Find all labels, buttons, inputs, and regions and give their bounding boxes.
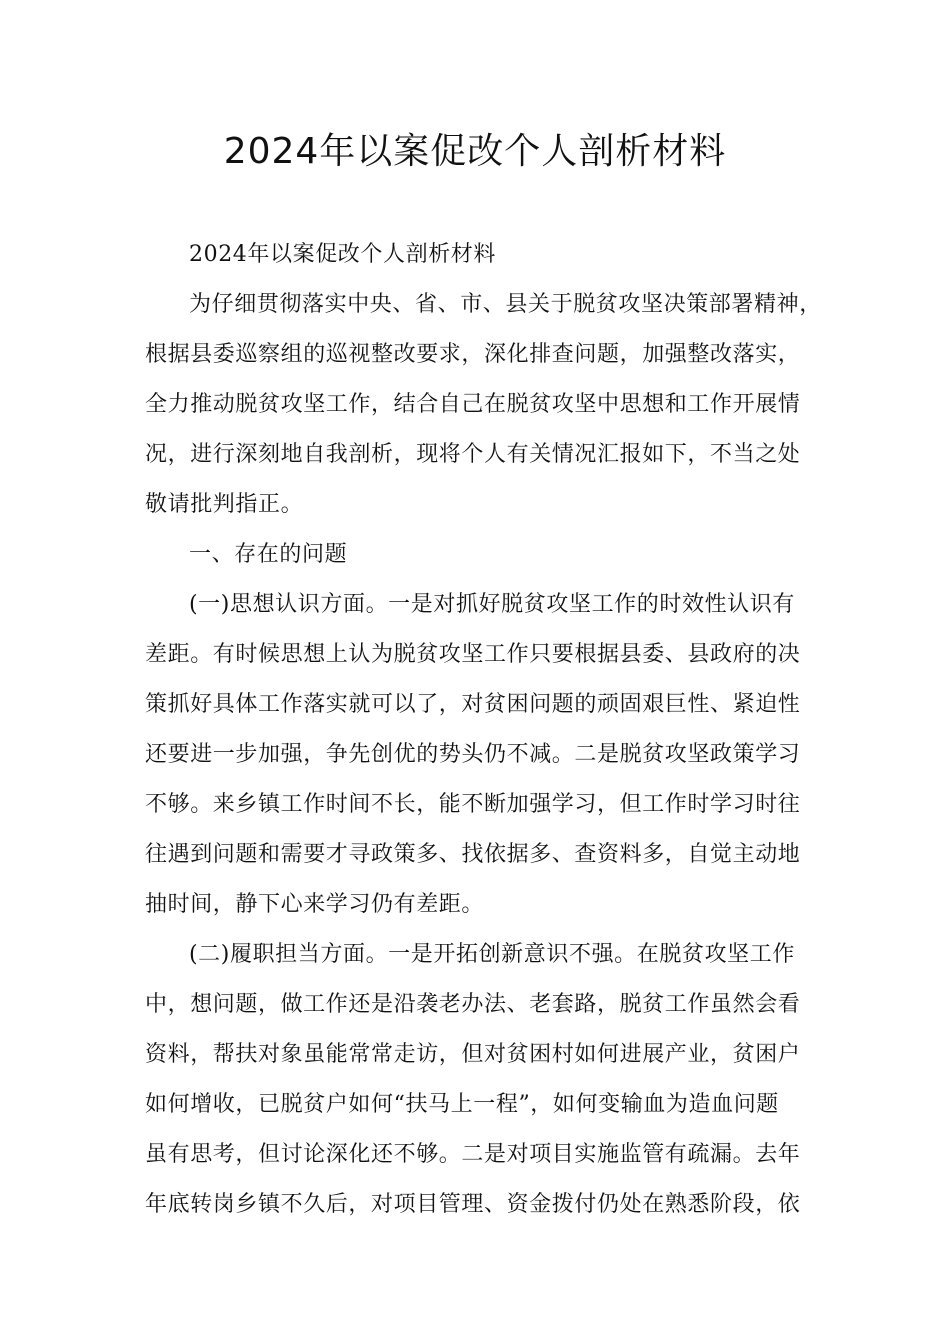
paragraph-line: 差距。有时候思想上认为脱贫攻坚工作只要根据县委、县政府的决 xyxy=(145,642,801,667)
paragraph-line: 还要进一步加强，争先创优的势头仍不减。二是脱贫攻坚政策学习 xyxy=(145,742,801,767)
paragraph xyxy=(145,580,825,930)
document-title: 2024年以案促改个人剖析材料 xyxy=(223,131,727,172)
paragraph-line: 2024年以案促改个人剖析材料 xyxy=(189,242,496,267)
paragraph-line: 一、存在的问题 xyxy=(189,542,348,567)
paragraph-line: 如何增收，已脱贫户如何“扶马上一程”，如何变输血为造血问题 xyxy=(145,1092,779,1117)
paragraph-line: (一)思想认识方面。一是对抓好脱贫攻坚工作的时效性认识有 xyxy=(189,592,795,617)
paragraph xyxy=(145,530,825,580)
paragraph-line: 虽有思考，但讨论深化还不够。二是对项目实施监管有疏漏。去年 xyxy=(145,1142,801,1167)
paragraph-line: (二)履职担当方面。一是开拓创新意识不强。在脱贫攻坚工作 xyxy=(189,942,795,967)
document-body xyxy=(145,230,825,1230)
paragraph-line: 敬请批判指正。 xyxy=(145,492,304,517)
paragraph xyxy=(145,930,825,1230)
paragraph-line: 不够。来乡镇工作时间不长，能不断加强学习，但工作时学习时往 xyxy=(145,792,801,817)
paragraph-line: 中，想问题，做工作还是沿袭老办法、老套路，脱贫工作虽然会看 xyxy=(145,992,801,1017)
paragraph-line: 资料，帮扶对象虽能常常走访，但对贫困村如何进展产业，贫困户 xyxy=(145,1042,801,1067)
paragraph-line: 往遇到问题和需要才寻政策多、找依据多、查资料多，自觉主动地 xyxy=(145,842,801,867)
paragraph-line: 全力推动脱贫攻坚工作，结合自己在脱贫攻坚中思想和工作开展情 xyxy=(145,392,801,417)
paragraph-line: 策抓好具体工作落实就可以了，对贫困问题的顽固艰巨性、紧迫性 xyxy=(145,692,801,717)
paragraph xyxy=(145,280,825,530)
paragraph-line: 年底转岗乡镇不久后，对项目管理、资金拨付仍处在熟悉阶段，依 xyxy=(145,1192,801,1217)
paragraph xyxy=(145,230,825,280)
paragraph-line: 抽时间，静下心来学习仍有差距。 xyxy=(145,892,485,917)
paragraph-line: 根据县委巡察组的巡视整改要求，深化排查问题，加强整改落实， xyxy=(145,342,801,367)
paragraph-line: 为仔细贯彻落实中央、省、市、县关于脱贫攻坚决策部署精神， xyxy=(189,292,822,317)
paragraph-line: 况，进行深刻地自我剖析，现将个人有关情况汇报如下，不当之处 xyxy=(145,442,801,467)
